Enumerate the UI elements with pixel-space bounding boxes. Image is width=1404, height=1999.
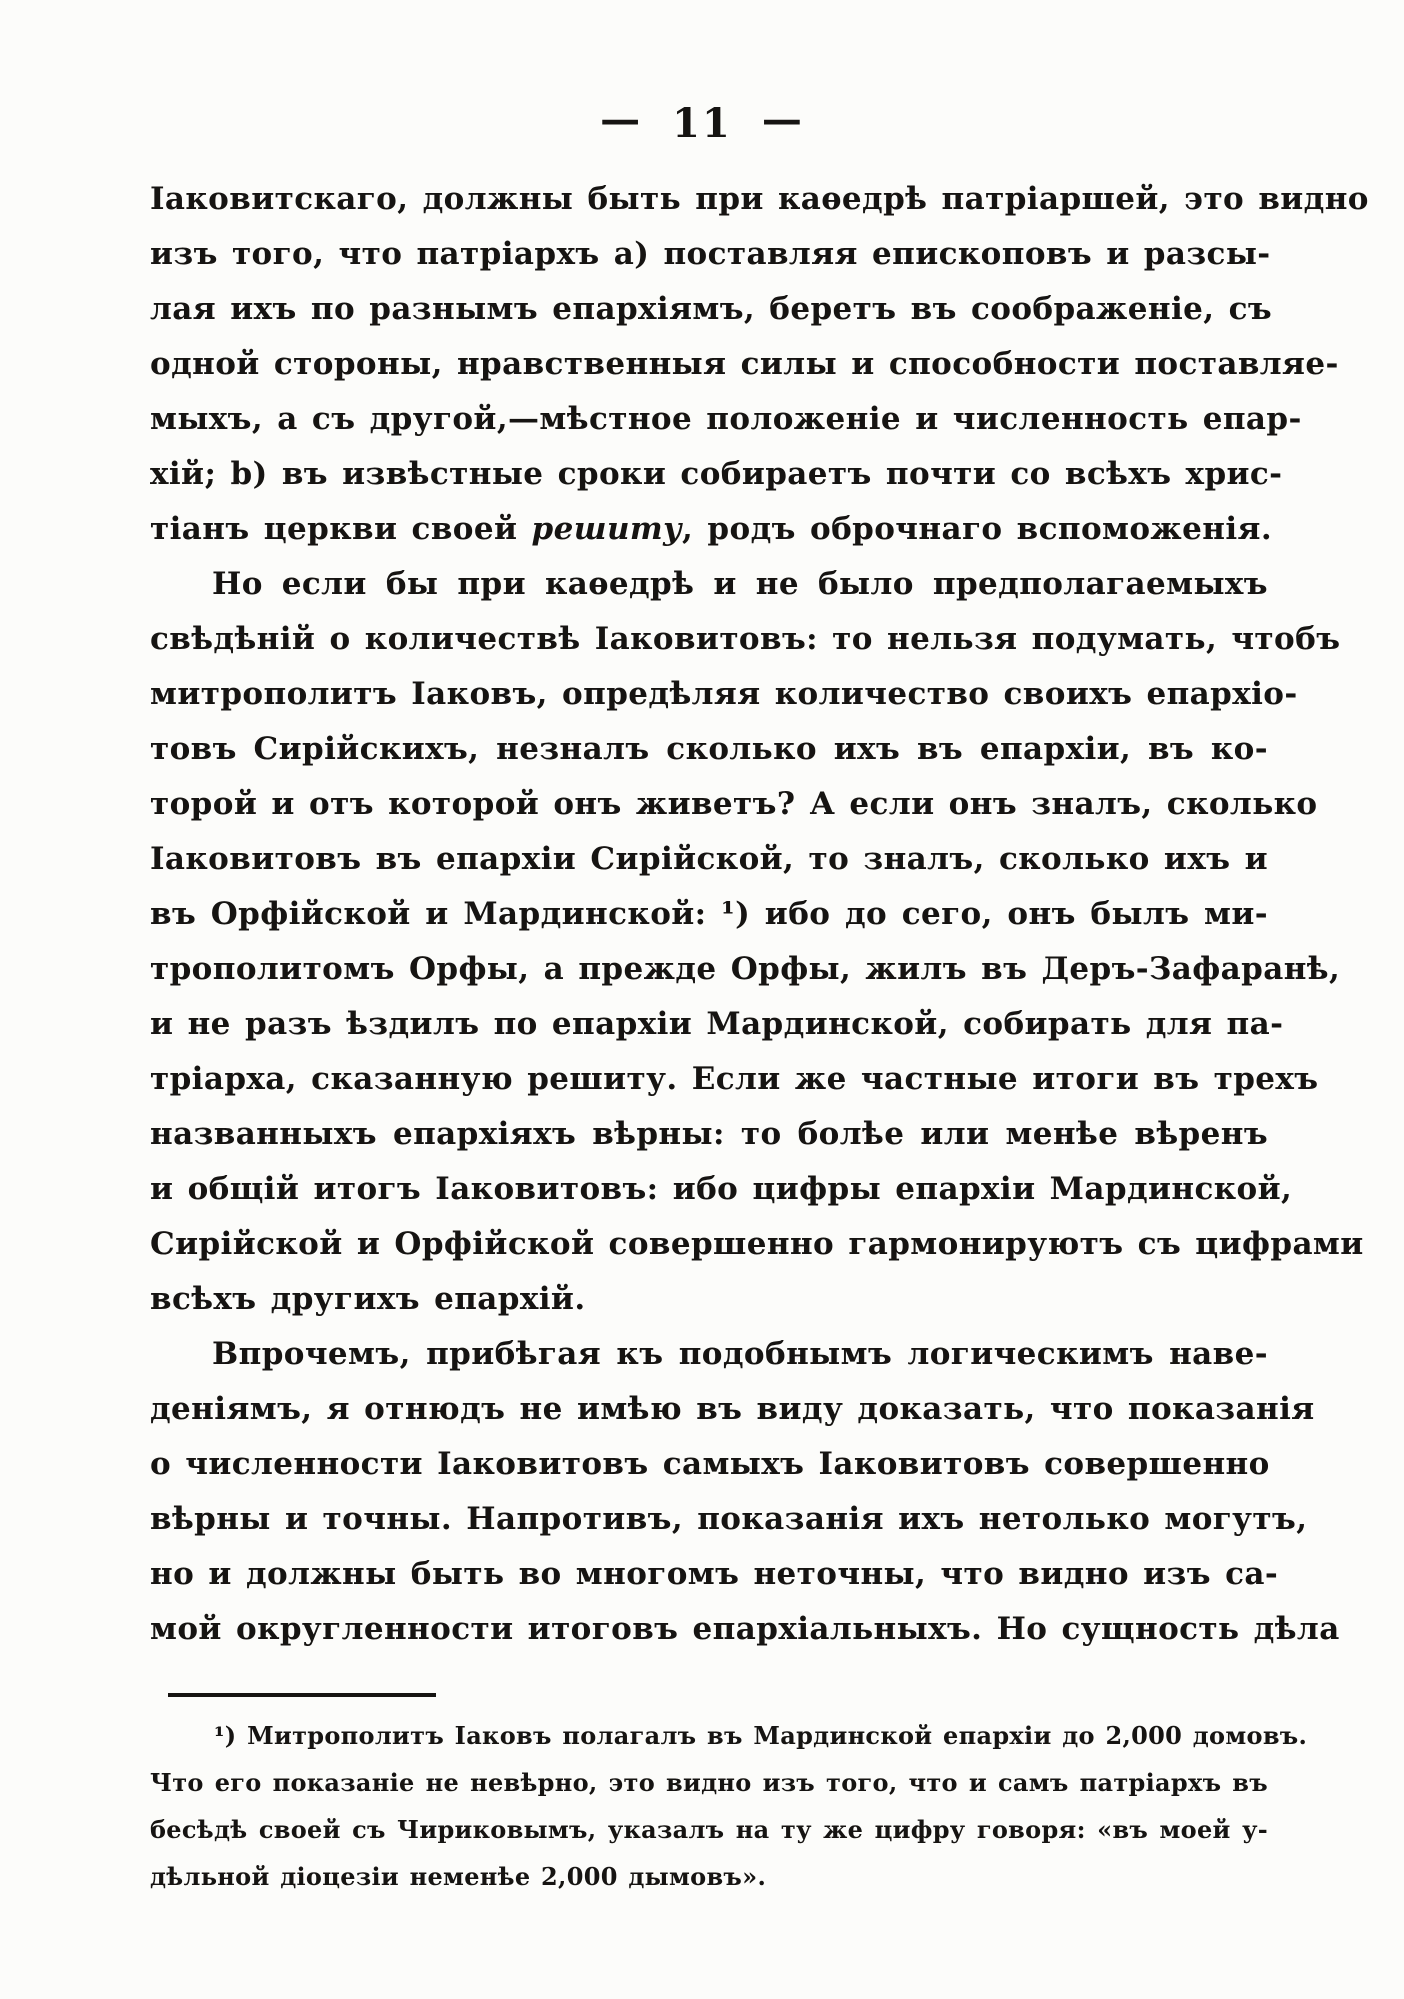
body-line: Іаковитскаго, должны быть при каѳедрѣ патріаршей, это видно <box>150 181 1369 217</box>
body-line: и не разъ ѣздилъ по епархіи Мардинской, собирать для па- <box>150 1006 1284 1042</box>
body-line: тіанъ церкви своей решиту, родъ оброчнаго вспоможенія. <box>150 511 1273 547</box>
page-header <box>0 96 1404 147</box>
body-line: хій; b) въ извѣстные сроки собираетъ почти со всѣхъ хрис- <box>150 456 1283 492</box>
body-line: Но если бы при каѳедрѣ и не было предполагаемыхъ <box>212 566 1268 602</box>
header-dash-right: — <box>761 96 804 143</box>
body-line: Сирійской и Орфійской совершенно гармонируютъ съ цифрами <box>150 1226 1364 1262</box>
footnote-text <box>150 1712 1308 1900</box>
footnote-line: Что его показаніе не невѣрно, это видно изъ того, что и самъ патріархъ въ <box>150 1768 1268 1797</box>
body-line: но и должны быть во многомъ неточны, что видно изъ са- <box>150 1556 1279 1592</box>
body-line: названныхъ епархіяхъ вѣрны: то болѣе или менѣе вѣренъ <box>150 1116 1268 1152</box>
body-line: трополитомъ Орфы, а прежде Орфы, жилъ въ Деръ-Зафаранѣ, <box>150 951 1341 987</box>
body-line: мыхъ, а съ другой,—мѣстное положеніе и численность епар- <box>150 401 1302 437</box>
footnote-line: бесѣдѣ своей съ Чириковымъ, указалъ на ту же цифру говоря: «въ моей у- <box>150 1815 1268 1844</box>
body-line: лая ихъ по разнымъ епархіямъ, беретъ въ соображеніе, съ <box>150 291 1273 327</box>
body-line: о численности Іаковитовъ самыхъ Іаковитовъ совершенно <box>150 1446 1270 1482</box>
body-text <box>150 172 1369 1657</box>
footnote-line: дѣльной діоцезіи неменѣе 2,000 дымовъ». <box>150 1862 767 1891</box>
body-line: въ Орфійской и Мардинской: ¹) ибо до сего, онъ былъ ми- <box>150 896 1268 932</box>
footnote-line: ¹) Митрополитъ Іаковъ полагалъ въ Мардинской епархіи до 2,000 домовъ. <box>214 1721 1308 1750</box>
body-line: тріарха, сказанную решиту. Если же частные итоги въ трехъ <box>150 1061 1319 1097</box>
body-line: вѣрны и точны. Напротивъ, показанія ихъ нетолько могутъ, <box>150 1501 1308 1537</box>
body-line: свѣдѣній о количествѣ Іаковитовъ: то нельзя подумать, чтобъ <box>150 621 1341 657</box>
body-line: Іаковитовъ въ епархіи Сирійской, то зналъ, сколько ихъ и <box>150 841 1268 877</box>
body-line: всѣхъ другихъ епархій. <box>150 1281 586 1317</box>
header-dash-left: — <box>600 96 643 143</box>
body-line: изъ того, что патріархъ а) поставляя епископовъ и разсы- <box>150 236 1271 272</box>
body-line: мой округленности итоговъ епархіальныхъ. Но сущность дѣла <box>150 1611 1340 1647</box>
body-line: деніямъ, я отнюдъ не имѣю въ виду доказать, что показанія <box>150 1391 1315 1427</box>
footnote-separator <box>168 1693 436 1697</box>
body-line: Впрочемъ, прибѣгая къ подобнымъ логическимъ наве- <box>212 1336 1268 1372</box>
body-line: и общій итогъ Іаковитовъ: ибо цифры епархіи Мардинской, <box>150 1171 1293 1207</box>
body-line: торой и отъ которой онъ живетъ? А если онъ зналъ, сколько <box>150 786 1318 822</box>
body-line: одной стороны, нравственныя силы и способности поставляе- <box>150 346 1339 382</box>
page-number: 11 <box>672 100 732 147</box>
body-line: товъ Сирійскихъ, незналъ сколько ихъ въ епархіи, въ ко- <box>150 731 1268 767</box>
body-line: митрополитъ Іаковъ, опредѣляя количество своихъ епархіо- <box>150 676 1298 712</box>
